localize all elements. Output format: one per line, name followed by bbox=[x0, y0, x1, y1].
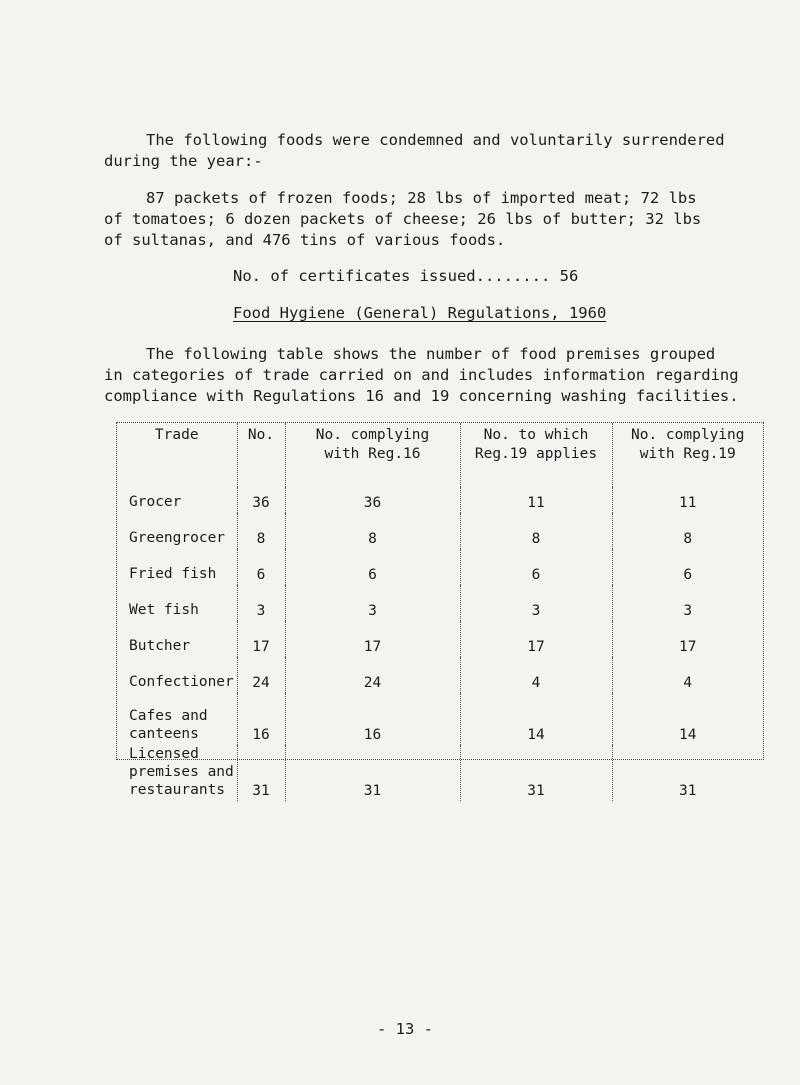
reg19-cell: 11 bbox=[612, 487, 763, 513]
reg16-cell: 3 bbox=[285, 585, 460, 621]
reg19-cell: 6 bbox=[612, 549, 763, 585]
trade-cell: Licensed premises and restaurants bbox=[129, 746, 234, 798]
applies19-cell: 17 bbox=[460, 621, 612, 657]
applies19-cell: 11 bbox=[460, 487, 612, 513]
header-trade: Trade bbox=[154, 427, 199, 443]
reg16-cell: 17 bbox=[285, 621, 460, 657]
no-cell: 6 bbox=[237, 549, 285, 585]
trade-cell: Grocer bbox=[129, 494, 182, 510]
header-complying-19: No. complying with Reg.19 bbox=[612, 423, 763, 487]
no-cell: 16 bbox=[237, 693, 285, 745]
premises-table bbox=[116, 422, 764, 799]
table-row bbox=[117, 745, 763, 801]
header-reg19-applies: No. to which Reg.19 applies bbox=[460, 423, 612, 487]
intro-line-1: The following foods were condemned and voluntarily surrendered bbox=[146, 131, 725, 149]
table-row bbox=[117, 657, 763, 693]
trade-cell: Butcher bbox=[129, 638, 191, 654]
no-cell: 8 bbox=[237, 513, 285, 549]
applies19-cell: 14 bbox=[460, 693, 612, 745]
trade-cell: Greengrocer bbox=[129, 530, 226, 546]
table-row bbox=[117, 513, 763, 549]
no-cell: 36 bbox=[237, 487, 285, 513]
table-intro-line-3: compliance with Regulations 16 and 19 concerning washing facilities. bbox=[104, 387, 739, 405]
table-intro-line-2: in categories of trade carried on and includes information regarding bbox=[104, 366, 739, 384]
table-header-row bbox=[117, 423, 763, 487]
table-row bbox=[117, 585, 763, 621]
reg16-cell: 16 bbox=[285, 693, 460, 745]
header-complying-16: No. complying with Reg.16 bbox=[285, 423, 460, 487]
applies19-cell: 4 bbox=[460, 657, 612, 693]
reg19-cell: 17 bbox=[612, 621, 763, 657]
table-row bbox=[117, 487, 763, 513]
table-intro-line-1: The following table shows the number of food premises grouped bbox=[146, 345, 716, 363]
reg19-cell: 4 bbox=[612, 657, 763, 693]
reg16-cell: 8 bbox=[285, 513, 460, 549]
header-no: No. bbox=[237, 423, 285, 487]
table-row bbox=[117, 621, 763, 657]
reg19-cell: 14 bbox=[612, 693, 763, 745]
certificates-issued: No. of certificates issued........ 56 bbox=[233, 267, 579, 285]
no-cell: 17 bbox=[237, 621, 285, 657]
table-row bbox=[117, 693, 763, 745]
no-cell: 31 bbox=[237, 745, 285, 801]
premises-table-grid bbox=[117, 423, 763, 801]
intro-line-2: during the year:- bbox=[104, 152, 263, 170]
items-line-2: of tomatoes; 6 dozen packets of cheese; 26 lbs of butter; 32 lbs bbox=[104, 210, 702, 228]
trade-cell: Wet fish bbox=[129, 602, 199, 618]
reg16-cell: 24 bbox=[285, 657, 460, 693]
reg19-cell: 8 bbox=[612, 513, 763, 549]
trade-cell: Fried fish bbox=[129, 566, 217, 582]
reg16-cell: 6 bbox=[285, 549, 460, 585]
trade-cell: Cafes and canteens bbox=[129, 708, 208, 742]
applies19-cell: 6 bbox=[460, 549, 612, 585]
reg19-cell: 31 bbox=[612, 745, 763, 801]
applies19-cell: 31 bbox=[460, 745, 612, 801]
items-line-3: of sultanas, and 476 tins of various foods. bbox=[104, 231, 506, 249]
applies19-cell: 8 bbox=[460, 513, 612, 549]
applies19-cell: 3 bbox=[460, 585, 612, 621]
items-line-1: 87 packets of frozen foods; 28 lbs of imported meat; 72 lbs bbox=[146, 189, 697, 207]
page-number: - 13 - bbox=[377, 1020, 433, 1038]
no-cell: 24 bbox=[237, 657, 285, 693]
reg16-cell: 31 bbox=[285, 745, 460, 801]
reg16-cell: 36 bbox=[285, 487, 460, 513]
section-heading: Food Hygiene (General) Regulations, 1960 bbox=[233, 304, 607, 322]
table-row bbox=[117, 549, 763, 585]
no-cell: 3 bbox=[237, 585, 285, 621]
reg19-cell: 3 bbox=[612, 585, 763, 621]
trade-cell: Confectioner bbox=[129, 674, 234, 690]
